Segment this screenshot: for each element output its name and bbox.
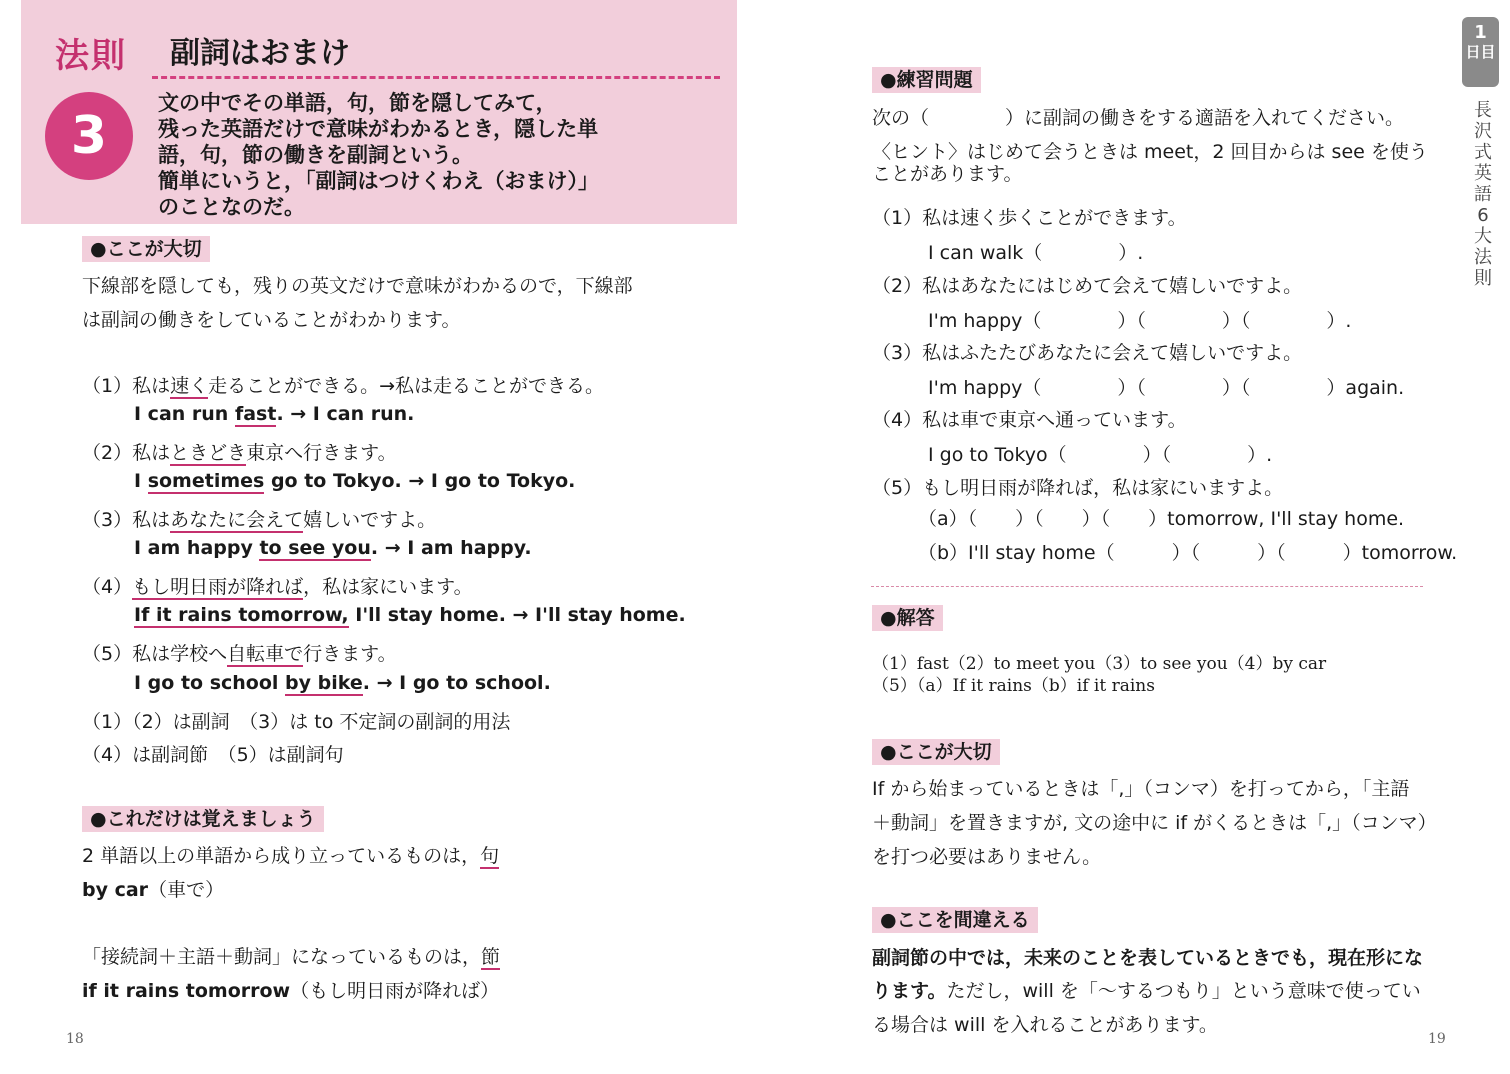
underlined-adverb: あなたに会えて <box>170 509 304 531</box>
underlined-adverb: 速く <box>170 375 209 397</box>
underlined-adverb: sometimes <box>147 470 265 492</box>
example-jp-1 <box>82 371 604 398</box>
underlined-adverb: fast <box>234 403 277 425</box>
underlined-adverb: もし明日雨が降れば <box>132 576 304 598</box>
mistake-bold: ります。 <box>872 980 947 1002</box>
example-text: I can run <box>134 403 235 425</box>
example-text: 東京へ行きます。 <box>246 442 397 464</box>
summary-line: （1）（2）は副詞 （3）は to 不定詞の副詞的用法 <box>82 711 511 733</box>
hint-line: ことがあります。 <box>872 163 1023 185</box>
example-en-1 <box>134 403 414 425</box>
important-line: ＋動詞」を置きますが, 文の途中に if がくるときは「,」（コンマ） <box>872 812 1437 834</box>
law-line: 語，句，節の働きを副詞という。 <box>158 143 473 167</box>
question-jp: （3）私はふたたびあなたに会えて嬉しいですよ。 <box>872 342 1303 364</box>
example-text: . → I am happy. <box>370 537 532 559</box>
important-line: If から始まっているときは「,」（コンマ）を打ってから，「主語 <box>872 778 1410 800</box>
question-en: I go to Tokyo（ ）（ ）. <box>928 444 1273 466</box>
example-text: 走ることができる。→私は走ることができる。 <box>208 375 605 397</box>
example-text: I <box>134 470 148 492</box>
page-number-left: 18 <box>66 1031 84 1047</box>
example-text: . → I can run. <box>276 403 415 425</box>
remember-example-2 <box>82 976 499 1003</box>
intro-line: は副詞の働きをしていることがわかります。 <box>82 309 461 331</box>
question-jp: （1）私は速く歩くことができます。 <box>872 207 1187 229</box>
underlined-term: 節 <box>481 946 501 968</box>
underlined-adverb: If it rains tomorrow, <box>134 604 349 626</box>
example-jp-4 <box>82 572 473 599</box>
section-tag-answer: ●解答 <box>872 605 943 631</box>
example-text: 嬉しいですよ。 <box>303 509 437 531</box>
underlined-adverb: 自転車で <box>227 643 304 665</box>
example-jp-3 <box>82 505 436 532</box>
section-tag-remember: ●これだけは覚えましょう <box>82 806 324 832</box>
example-en-4 <box>134 604 686 626</box>
question-jp: （2）私はあなたにはじめて会えて嬉しいですよ。 <box>872 275 1303 297</box>
book-side-title: 長沢式英語6大法則 <box>1474 100 1492 289</box>
mistake-line: る場合は will を入れることがあります。 <box>872 1014 1218 1036</box>
example-text: I go to school <box>134 672 286 694</box>
mistake-rest: ただし，will を「〜するつもり」という意味で使ってい <box>946 980 1421 1002</box>
intro-line: 下線部を隠しても，残りの英文だけで意味がわかるので，下線部 <box>82 275 633 297</box>
example-text: I am happy <box>134 537 260 559</box>
underlined-adverb: by bike <box>285 672 363 694</box>
remember-en: by car <box>82 879 149 901</box>
question-en: I'm happy（ ）（ ）（ ）. <box>928 310 1352 332</box>
law-line: 文の中でその単語，句，節を隠してみて， <box>158 91 557 115</box>
example-text: （4） <box>82 576 133 598</box>
law-title: 副詞はおまけ <box>170 36 350 71</box>
remember-jp: （車で） <box>148 879 225 901</box>
summary-line: （4）は副詞節 （5）は副詞句 <box>82 744 344 766</box>
underlined-adverb: to see you <box>259 537 371 559</box>
example-jp-2 <box>82 438 397 465</box>
example-text: （2）私は <box>82 442 171 464</box>
example-jp-5 <box>82 639 397 666</box>
question-en: I'm happy（ ）（ ）（ ）again. <box>928 377 1405 399</box>
example-text: go to Tokyo. → I go to Tokyo. <box>264 470 576 492</box>
remember-line-2 <box>82 942 500 969</box>
law-divider <box>152 76 720 79</box>
question-jp: （4）私は車で東京へ通っています。 <box>872 409 1187 431</box>
example-text: 行きます。 <box>303 643 397 665</box>
question-en: （a）（ ）（ ）（ ）tomorrow, I'll stay home. <box>918 508 1405 530</box>
example-en-2 <box>134 470 575 492</box>
practice-instruction: 次の（ ）に副詞の働きをする適語を入れてください。 <box>872 107 1405 129</box>
remember-en: if it rains tomorrow <box>82 980 291 1002</box>
law-description <box>158 90 638 220</box>
section-tag-important: ●ここが大切 <box>82 236 210 262</box>
law-line: のことなのだ。 <box>158 195 305 219</box>
law-label: 法則 <box>55 36 127 76</box>
day-tab <box>1462 17 1499 87</box>
law-line: 残った英語だけで意味がわかるとき，隠した単 <box>158 117 599 141</box>
day-tab-label: 日目 <box>1465 43 1496 61</box>
page-number-right: 19 <box>1428 1031 1446 1047</box>
answer-line: （5）（a）If it rains（b）if it rains <box>872 676 1155 696</box>
question-en: I can walk（ ）. <box>928 242 1144 264</box>
example-en-3 <box>134 537 532 559</box>
section-divider <box>871 586 1423 587</box>
example-text: I'll stay home. → I'll stay home. <box>348 604 686 626</box>
law-number-badge: 3 <box>45 92 133 180</box>
example-text: . → I go to school. <box>362 672 551 694</box>
answer-line: （1）fast（2）to meet you（3）to see you（4）by car <box>872 654 1327 674</box>
example-text: （5）私は学校へ <box>82 643 228 665</box>
section-tag-practice: ●練習問題 <box>872 67 981 93</box>
example-en-5 <box>134 672 551 694</box>
mistake-line: 副詞節の中では，未来のことを表しているときでも，現在形にな <box>872 947 1424 969</box>
day-tab-number: 1 <box>1474 22 1487 43</box>
underlined-term: 句 <box>480 845 500 867</box>
mistake-line <box>872 976 1421 1003</box>
remember-line-1 <box>82 841 499 868</box>
hint-line: 〈ヒント〉はじめて会うときは meet，2 回目からは see を使う <box>872 141 1428 163</box>
example-text: ，私は家にいます。 <box>303 576 473 598</box>
remember-text: 2 単語以上の単語から成り立っているものは， <box>82 845 481 867</box>
important-line: を打つ必要はありません。 <box>872 846 1102 868</box>
example-text: （1）私は <box>82 375 171 397</box>
remember-text: 「接続詞＋主語＋動詞」になっているものは， <box>82 946 482 968</box>
remember-example-1 <box>82 875 224 902</box>
section-tag-mistake: ●ここを間違える <box>872 907 1038 933</box>
section-tag-important-2: ●ここが大切 <box>872 739 1000 765</box>
remember-jp: （もし明日雨が降れば） <box>290 980 500 1002</box>
underlined-adverb: ときどき <box>170 442 247 464</box>
example-text: （3）私は <box>82 509 171 531</box>
question-en: （b）I'll stay home（ ）（ ）（ ）tomorrow. <box>918 542 1458 564</box>
question-jp: （5）もし明日雨が降れば，私は家にいますよ。 <box>872 477 1284 499</box>
law-line: 簡単にいうと，「副詞はつけくわえ（おまけ）」 <box>158 169 599 193</box>
